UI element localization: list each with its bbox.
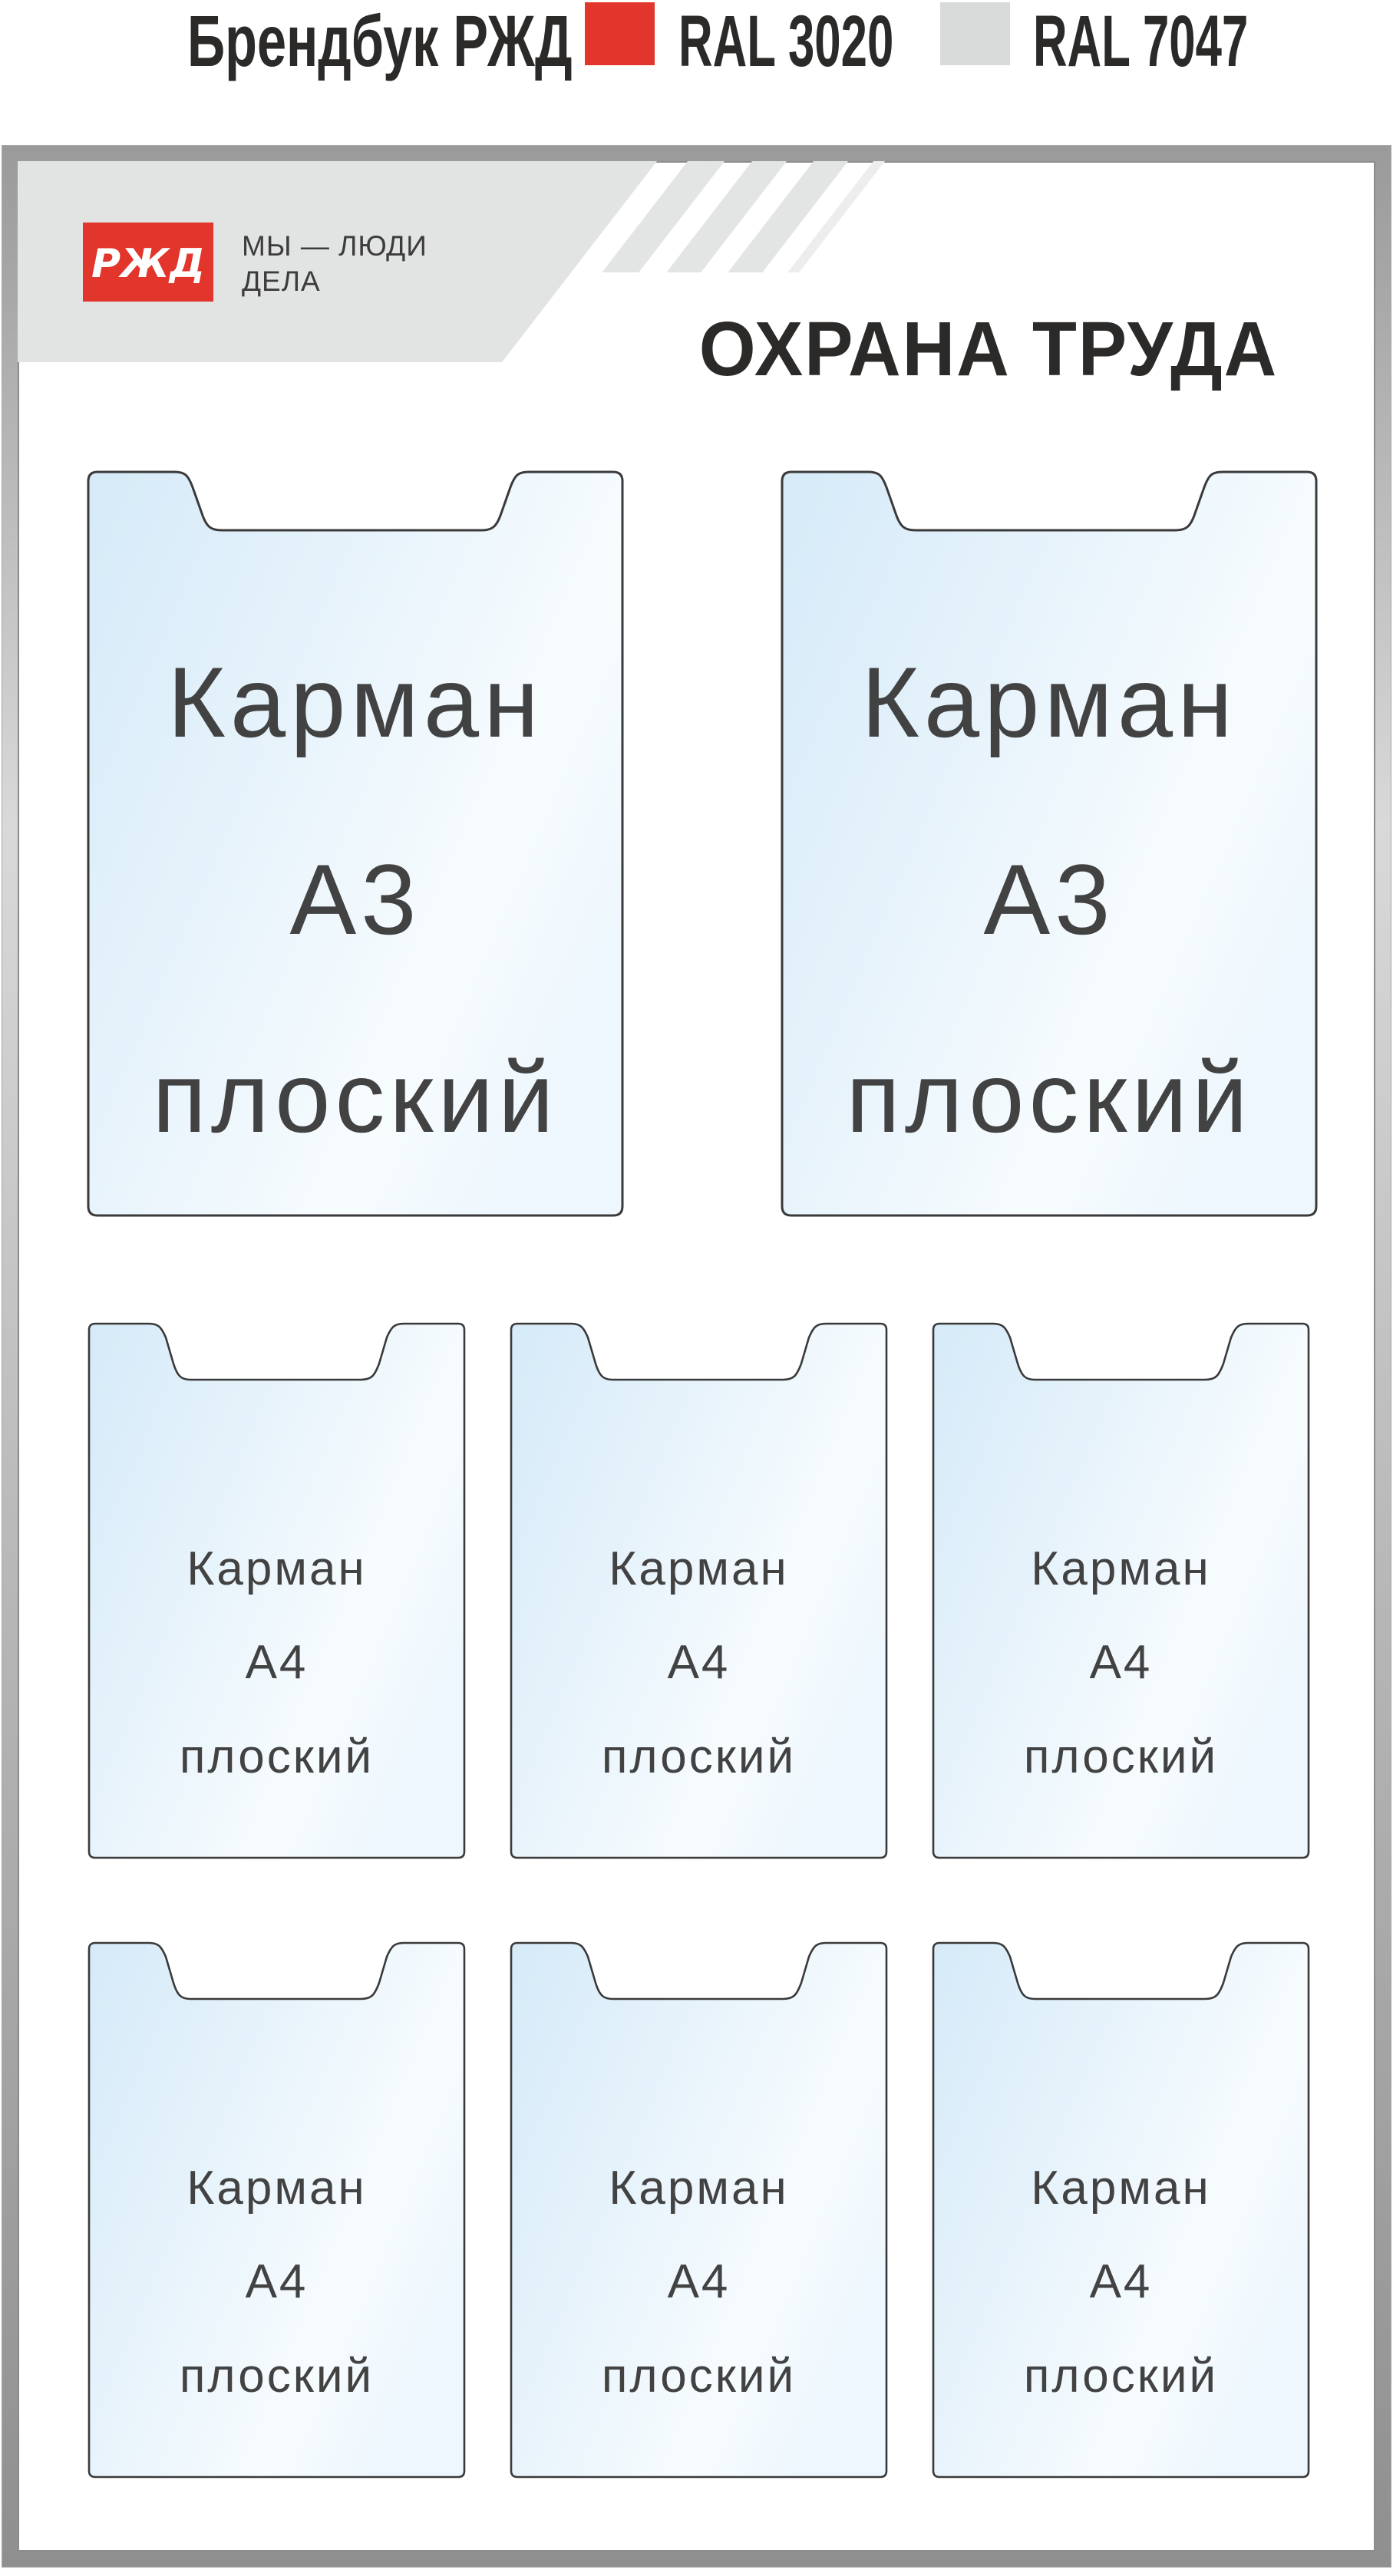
pocket-label: А4 (667, 1636, 731, 1689)
stand-board (18, 161, 1375, 2551)
pocket-label: А4 (1089, 2255, 1153, 2308)
pocket-label: А3 (289, 843, 421, 955)
pocket-label: Карман (167, 646, 543, 758)
pocket-label: Карман (609, 1542, 789, 1595)
rzd-logo-icon (83, 223, 213, 302)
banner-title: Брендбук РЖД (187, 1, 573, 82)
pocket-label: плоский (601, 1730, 797, 1783)
pocket-label: плоский (179, 2350, 375, 2403)
ral-3020-label: RAL 3020 (678, 1, 894, 82)
pocket-a4-flat (87, 1941, 466, 2479)
pocket-label: плоский (1023, 2350, 1219, 2403)
pocket-a4-flat (932, 1322, 1310, 1859)
pocket-label: плоский (179, 1730, 375, 1783)
svg-text:РЖД: РЖД (91, 241, 206, 287)
pocket-label: Карман (861, 646, 1237, 758)
stand-board-frame (2, 146, 1391, 2567)
pocket-label: Карман (1031, 1542, 1211, 1595)
pocket-label: А4 (1089, 1636, 1153, 1689)
pocket-label: Карман (609, 2162, 789, 2215)
pocket-label: Карман (187, 1542, 367, 1595)
slogan-line-2: ДЕЛА (242, 266, 321, 297)
pocket-a4-flat (932, 1941, 1310, 2479)
pocket-label: плоский (846, 1041, 1253, 1153)
pocket-label: плоский (152, 1041, 559, 1153)
pocket-a4-flat (510, 1322, 888, 1859)
pocket-label: А3 (983, 843, 1115, 955)
brand-slogan (242, 229, 427, 299)
pocket-label: Карман (187, 2162, 367, 2215)
pocket-a4-flat (510, 1941, 888, 2479)
pocket-a3-flat (781, 470, 1318, 1217)
board-title: ОХРАНА ТРУДА (698, 306, 1278, 392)
pocket-label: Карман (1031, 2162, 1211, 2215)
pocket-a3-flat (87, 470, 624, 1217)
slogan-line-1: МЫ — ЛЮДИ (242, 230, 427, 262)
ral-7047-swatch (940, 2, 1010, 65)
ral-7047-label: RAL 7047 (1033, 1, 1249, 82)
pocket-label: А4 (667, 2255, 731, 2308)
ral-3020-swatch (585, 2, 655, 65)
pocket-label: плоский (601, 2350, 797, 2403)
pocket-label: А4 (245, 1636, 309, 1689)
pocket-label: плоский (1023, 1730, 1219, 1783)
pocket-a4-flat (87, 1322, 466, 1859)
pocket-label: А4 (245, 2255, 309, 2308)
